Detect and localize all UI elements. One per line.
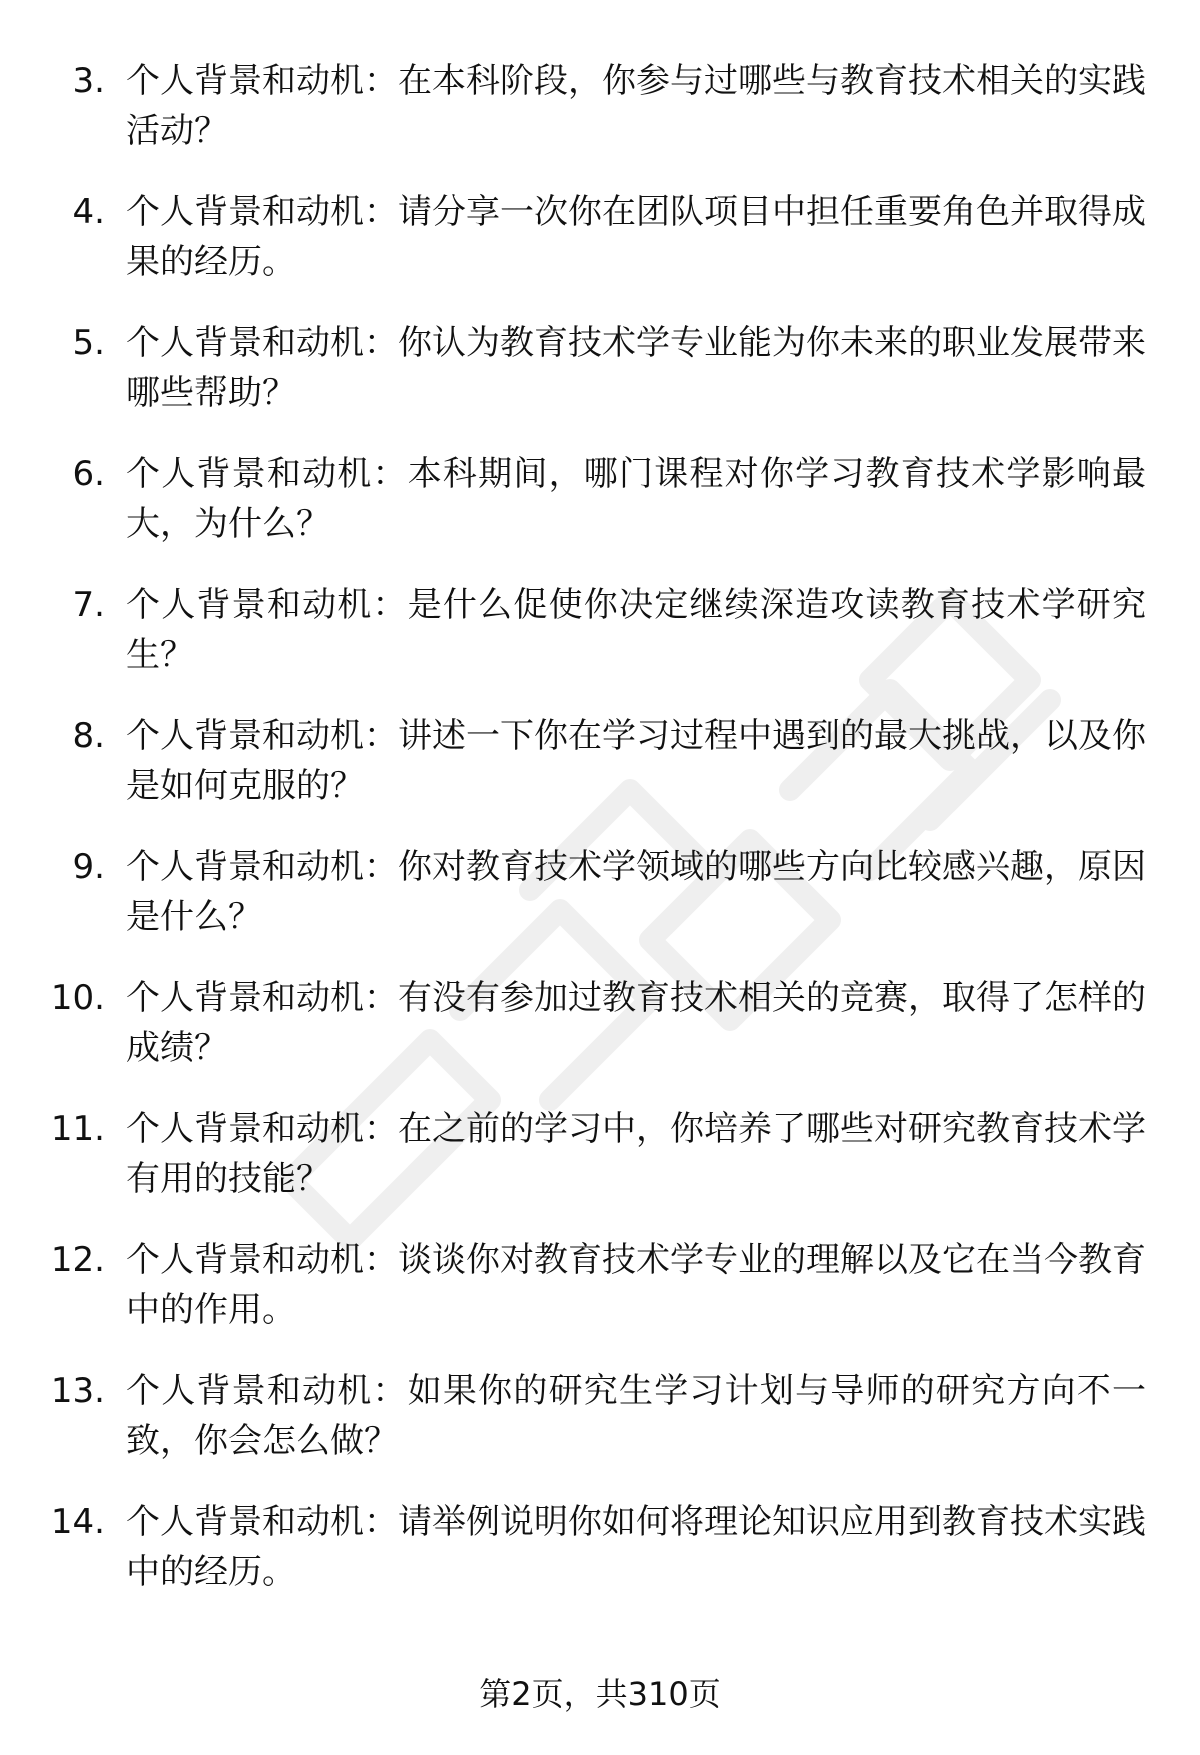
question-text: 个人背景和动机：讲述一下你在学习过程中遇到的最大挑战，以及你是如何克服的？ [126,716,1146,806]
question-text: 个人背景和动机：请举例说明你如何将理论知识应用到教育技术实践中的经历。 [126,1502,1146,1592]
list-item [0,580,1200,711]
question-number: 7. [72,585,105,625]
question-text: 个人背景和动机：在之前的学习中，你培养了哪些对研究教育技术学有用的技能？ [126,1109,1146,1199]
list-item [0,187,1200,318]
question-number: 14. [50,1502,105,1542]
page-footer: 第2页，共310页 [479,1675,721,1713]
question-number: 3. [72,61,105,101]
list-item [0,711,1200,842]
question-number: 9. [72,847,105,887]
list-item [0,56,1200,187]
question-number: 4. [72,192,105,232]
list-item [0,973,1200,1104]
list-item [0,1104,1200,1235]
question-text: 个人背景和动机：如果你的研究生学习计划与导师的研究方向不一致，你会怎么做？ [126,1371,1146,1461]
question-text: 个人背景和动机：在本科阶段，你参与过哪些与教育技术相关的实践活动？ [126,61,1146,151]
question-list [0,56,1200,1628]
question-number: 11. [50,1109,105,1149]
list-item [0,449,1200,580]
question-number: 12. [50,1240,105,1280]
question-text: 个人背景和动机：请分享一次你在团队项目中担任重要角色并取得成果的经历。 [126,192,1146,282]
list-item [0,1366,1200,1497]
list-item [0,1235,1200,1366]
list-item [0,1497,1200,1628]
question-text: 个人背景和动机：你认为教育技术学专业能为你未来的职业发展带来哪些帮助？ [126,323,1146,413]
list-item [0,318,1200,449]
list-item [0,842,1200,973]
question-number: 6. [72,454,105,494]
question-text: 个人背景和动机：本科期间，哪门课程对你学习教育技术学影响最大，为什么？ [126,454,1146,544]
question-text: 个人背景和动机：有没有参加过教育技术相关的竞赛，取得了怎样的成绩？ [126,978,1146,1068]
question-text: 个人背景和动机：谈谈你对教育技术学专业的理解以及它在当今教育中的作用。 [126,1240,1146,1330]
question-number: 13. [50,1371,105,1411]
question-text: 个人背景和动机：是什么促使你决定继续深造攻读教育技术学研究生？ [126,585,1146,675]
question-number: 8. [72,716,105,756]
question-number: 10. [50,978,105,1018]
question-number: 5. [72,323,105,363]
question-text: 个人背景和动机：你对教育技术学领域的哪些方向比较感兴趣，原因是什么？ [126,847,1146,937]
